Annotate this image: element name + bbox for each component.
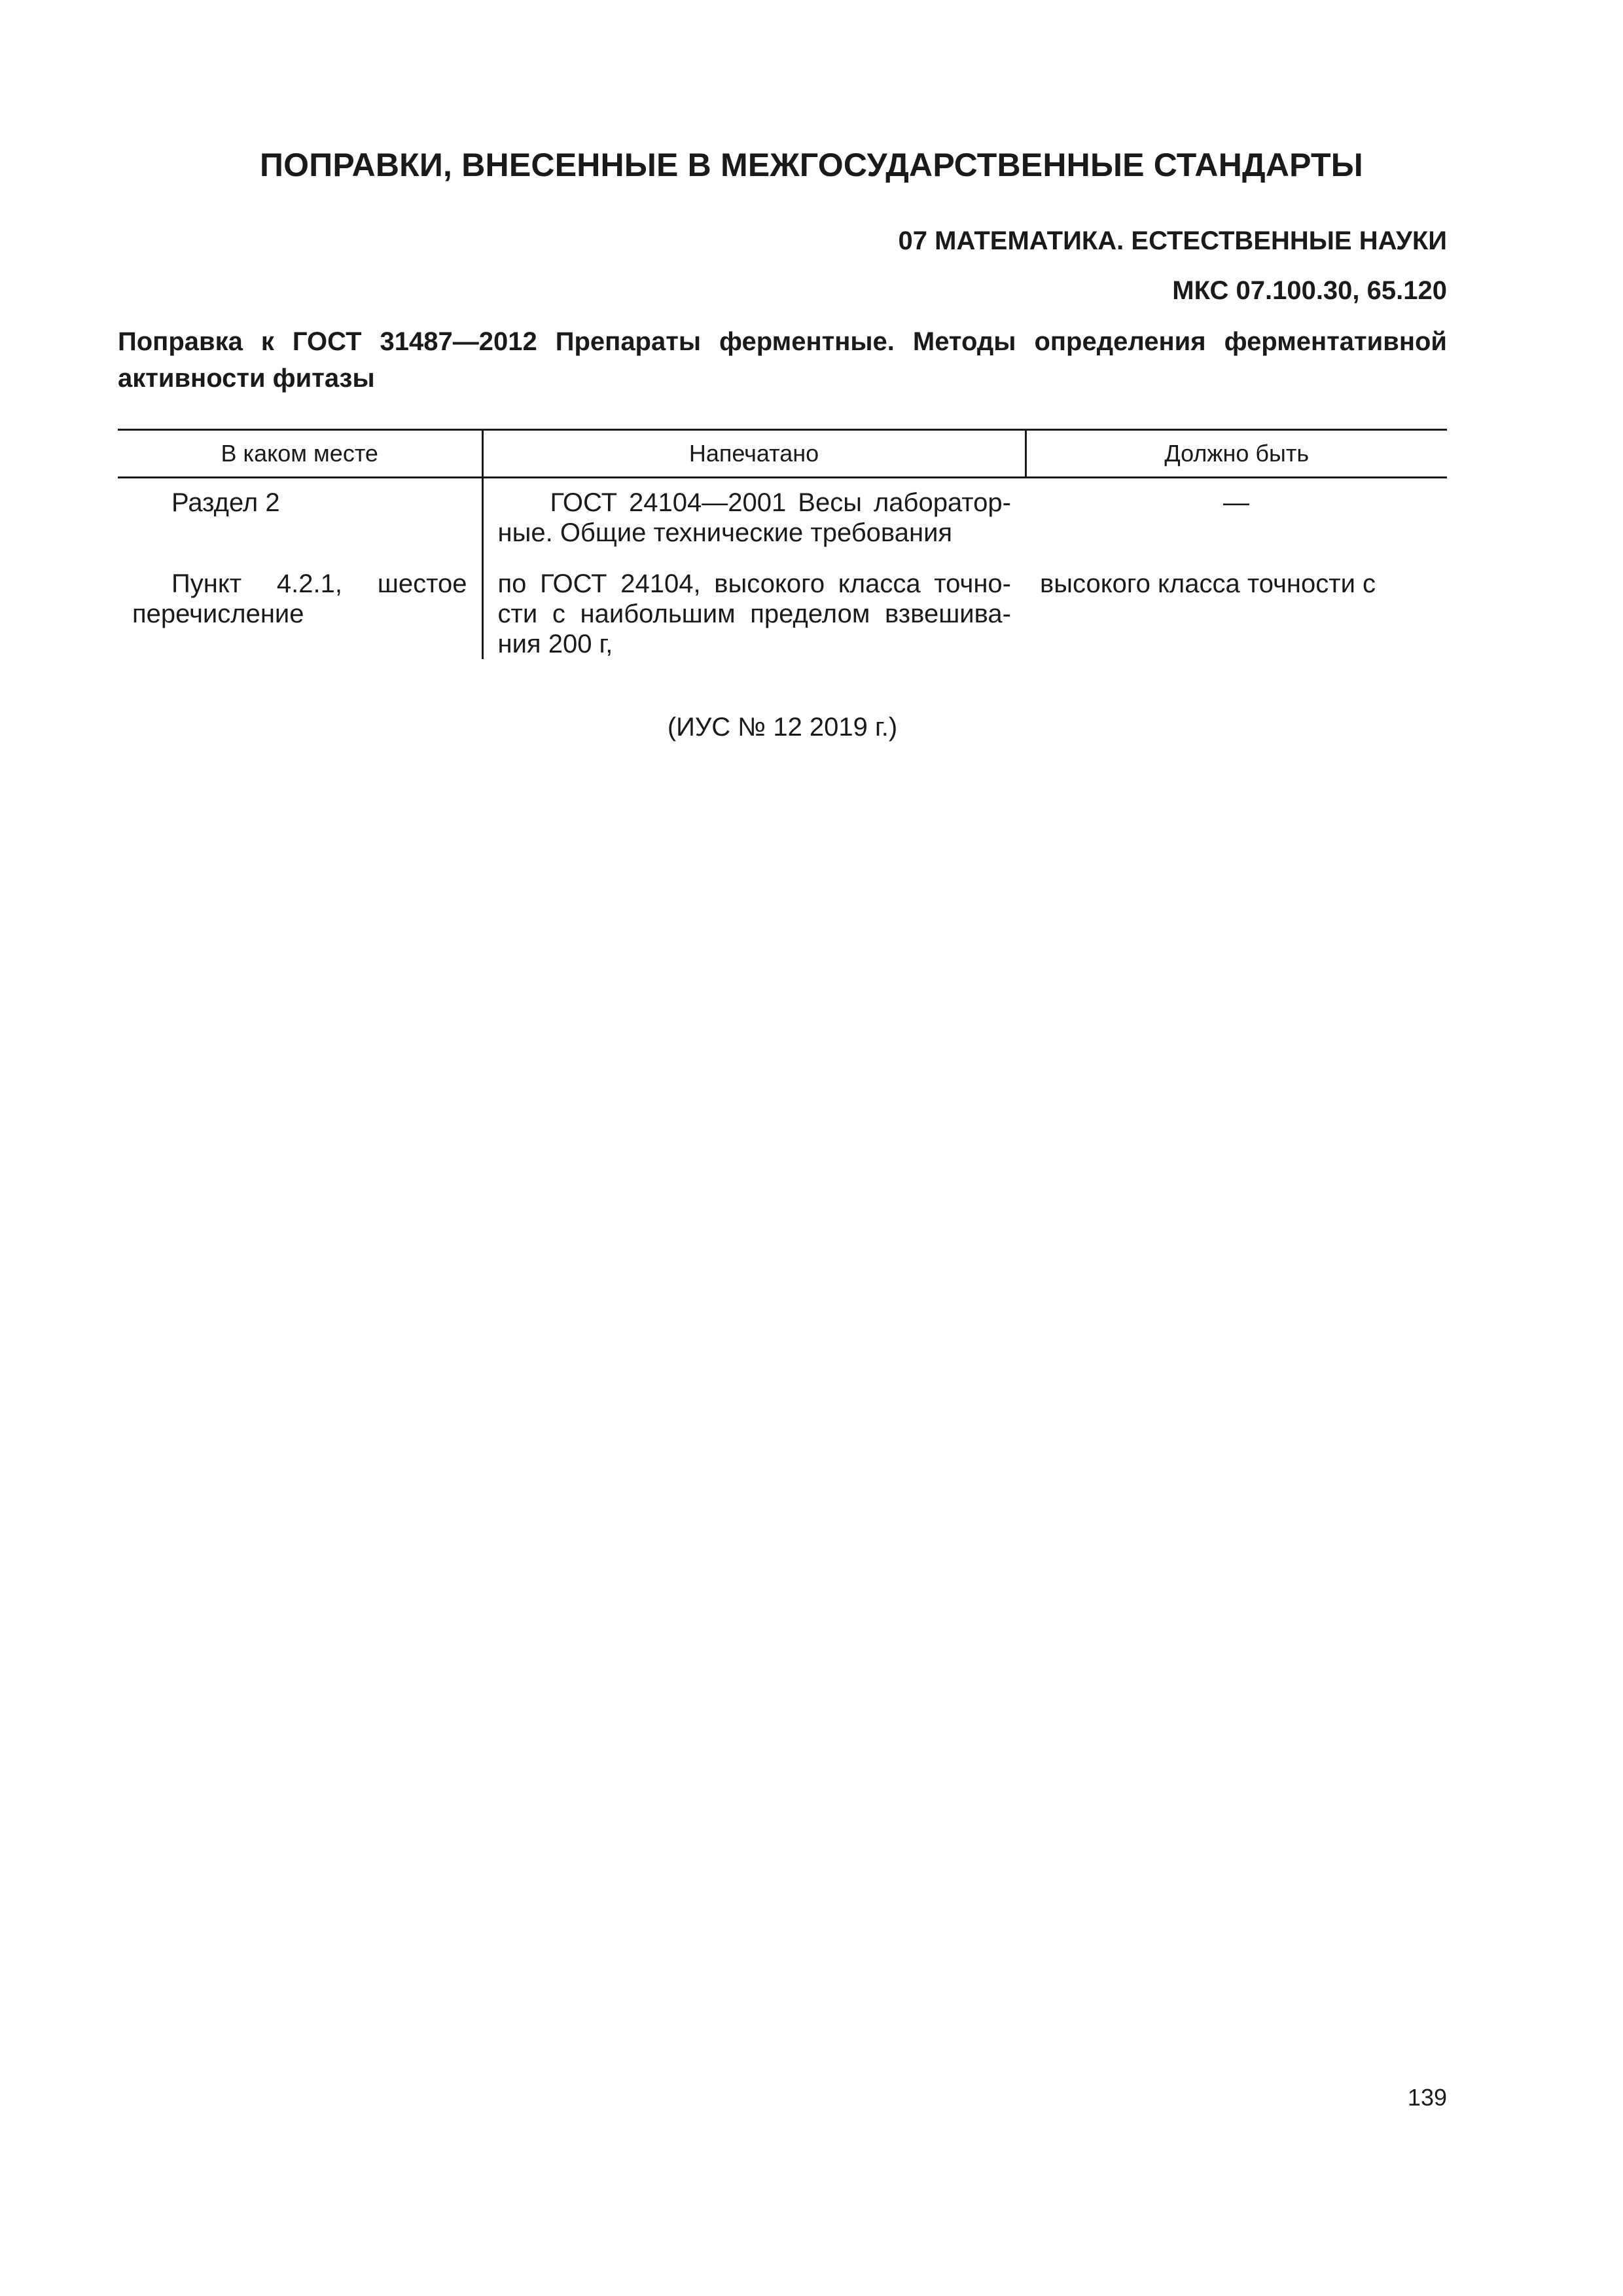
cell-text: ГОСТ 24104—2001 Весы лаборатор- — [550, 488, 1011, 517]
cell-text: Раздел 2 — [171, 488, 280, 517]
cell-text: ные. Общие технические требования — [497, 518, 953, 547]
cell-text: перечисление — [132, 600, 304, 628]
amendment-title — [118, 323, 1447, 397]
header-should-be: Должно быть — [1026, 430, 1447, 478]
cell-should-be — [1026, 565, 1447, 659]
table-row — [118, 565, 1447, 659]
cell-text: ния 200 г, — [497, 630, 613, 658]
table-header-row — [118, 430, 1447, 478]
cell-text: сти с наибольшим пределом взвешива- — [497, 600, 1011, 628]
cell-text: Пункт 4.2.1, шестое — [171, 569, 467, 598]
cell-text: — — [1223, 488, 1249, 517]
page-number: 139 — [1407, 2084, 1447, 2111]
source-note: (ИУС № 12 2019 г.) — [667, 713, 898, 742]
cell-place — [118, 478, 482, 565]
cell-place — [118, 565, 482, 659]
cell-printed — [482, 565, 1026, 659]
table-row — [118, 478, 1447, 565]
header-printed: Напечатано — [482, 430, 1026, 478]
amendment-title-line: Поправка к ГОСТ 31487—2012 Препараты ферментные. Методы определения ферментативной — [118, 327, 1447, 356]
cell-text: по ГОСТ 24104, высокого класса точно- — [497, 569, 1011, 598]
cell-printed — [482, 478, 1026, 565]
corrections-table — [118, 429, 1447, 659]
section-code: 07 МАТЕМАТИКА. ЕСТЕСТВЕННЫЕ НАУКИ — [898, 226, 1447, 255]
header-place: В каком месте — [118, 430, 482, 478]
cell-text: высокого класса точности с — [1040, 569, 1376, 598]
page-heading: ПОПРАВКИ, ВНЕСЕННЫЕ В МЕЖГОСУДАРСТВЕННЫЕ СТАНДАРТЫ — [260, 147, 1363, 183]
mks-code: МКС 07.100.30, 65.120 — [1172, 276, 1447, 305]
amendment-title-line: активности фитазы — [118, 364, 375, 393]
cell-should-be — [1026, 478, 1447, 565]
